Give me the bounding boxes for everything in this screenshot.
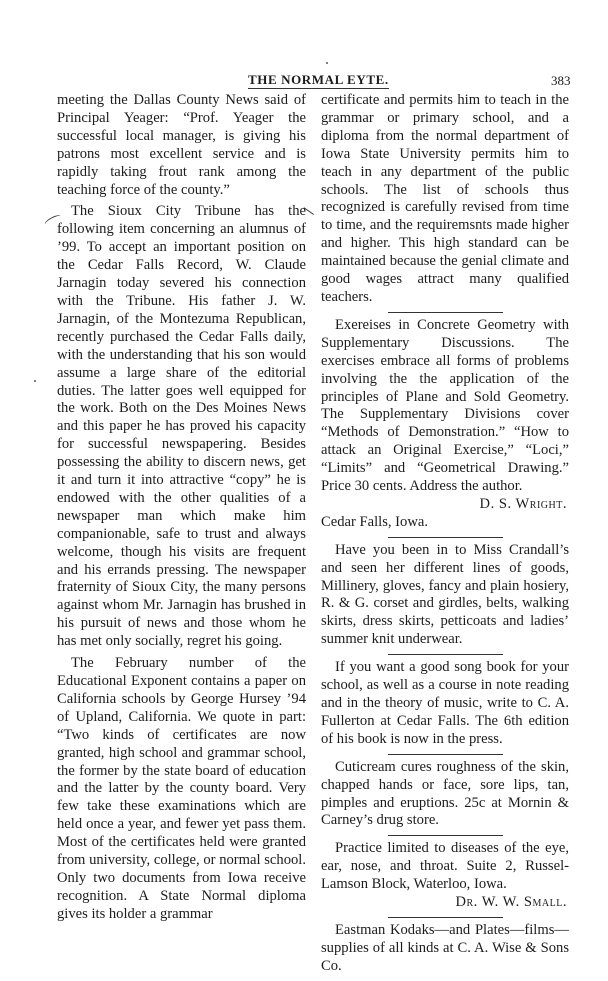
- page-number: 383: [551, 73, 571, 88]
- section-divider: [388, 754, 503, 755]
- right-column: [321, 92, 569, 976]
- section-divider: [388, 917, 503, 918]
- crandall-advertisement: Have you been in to Miss Crandall’s and seen her different lines of goods, Millinery, gloves, fancy and plain hosiery, R. & G. corset and girdles, belts, walking skirts, dress skirts, petticoats and ladies’ summer knit underwear.: [321, 541, 569, 648]
- print-speck: [34, 380, 36, 382]
- small-advertisement: Practice limited to diseases of the eye, ear, nose, and throat. Suite 2, Russel-Lamson Block, Waterloo, Iowa.: [321, 840, 569, 893]
- geometry-advertisement: Exereises in Concrete Geometry with Supplementary Discussions. The exercises embrace all forms of problems involving the the application of the principles of Plane and Sold Geometry. The Supplementary Divisions cover “Methods of Demonstration.” “How to attack an Original Exercise,” “Loci,” “Limits” and “Geometrical Drawing.” Price 30 cents. Address the author.: [321, 316, 569, 495]
- paragraph-certificate-continuation: certificate and permits him to teach in the grammar or primary school, and a diploma from the normal department of Iowa State University permits him to teach in any department of the public schools. The list of schools thus recognized is carefully revised from time to time, and the requiremsnts made higher and higher. This high standard can be maintained because the genial climate and good wages attract many qualified teachers.: [321, 92, 569, 305]
- section-divider: [388, 654, 503, 655]
- left-column: [57, 92, 306, 924]
- page-header: [0, 70, 608, 90]
- paragraph-jarnagin: The Sioux City Tribune has the following item concerning an alumnus of ’99. To accept an important position on the Cedar Falls Record, W. Claude Jarnagin today severed his connection with the Tribune. His father J. W. Jarnagin, of the Montezuma Republican, recently purchased the Cedar Falls daily, with the understanding that his son would assume a large share of the editorial duties. The latter goes well equipped for the work. Both on the Des Moines News and this paper he has proved his capacity for successful newspapering. Besides possessing the ability to discern news, get it and turn it into attractive “copy” he is endowed with the other qualities of a newspaper man which make him companionable, safe to trust and always welcome, though his visits are frequent and his errands pressing. The newspaper fraternity of Sioux City, the many persons against whom Mr. Jarnagin has brushed in his pursuit of news and those whom he has met only socially, regret his going.: [57, 203, 306, 650]
- fullerton-advertisement: If you want a good song book for your school, as well as a course in note reading and in the theory of music, write to C. A. Fullerton at Cedar Falls. The 6th edition of his book is now in the press.: [321, 659, 569, 747]
- cuticream-advertisement: Cuticream cures roughness of the skin, chapped hands or face, sore lips, tan, pimples and eruptions. 25c at Mornin & Carney’s drug store.: [321, 758, 569, 829]
- paragraph-educational-exponent: The February number of the Educational Exponent contains a paper on California schools by George Hursey ’94 of Upland, California. We quote in part: “Two kinds of certificates are now granted, high school and grammar school, the former by the state board of education and the latter by the county board. Very few take these examinations which are held once a year, and fewer yet pass them. Most of the certificates held were granted from university, college, or normal school. Only two documents from Iowa receive recognition. A State Normal diploma gives its holder a grammar: [57, 655, 306, 922]
- running-title: THE NORMAL EYTE.: [248, 72, 389, 87]
- kodak-advertisement: Eastman Kodaks—and Plates—films—supplies of all kinds at C. A. Wise & Sons Co.: [321, 921, 569, 974]
- print-speck: [326, 62, 328, 64]
- section-divider: [388, 835, 503, 836]
- paragraph-yeager-continuation: meeting the Dallas County News said of Principal Yeager: “Prof. Yeager the successful local manager, is giving his patrons most excellent service and is rapidly taking frout rank among the teaching force of the county.”: [57, 92, 306, 198]
- geometry-ad-signature: D. S. Wright.: [479, 495, 567, 512]
- section-divider: [388, 537, 503, 538]
- small-ad-signature: Dr. W. W. Small.: [455, 894, 567, 911]
- geometry-ad-place: Cedar Falls, Iowa.: [321, 513, 428, 530]
- section-divider: [388, 312, 503, 313]
